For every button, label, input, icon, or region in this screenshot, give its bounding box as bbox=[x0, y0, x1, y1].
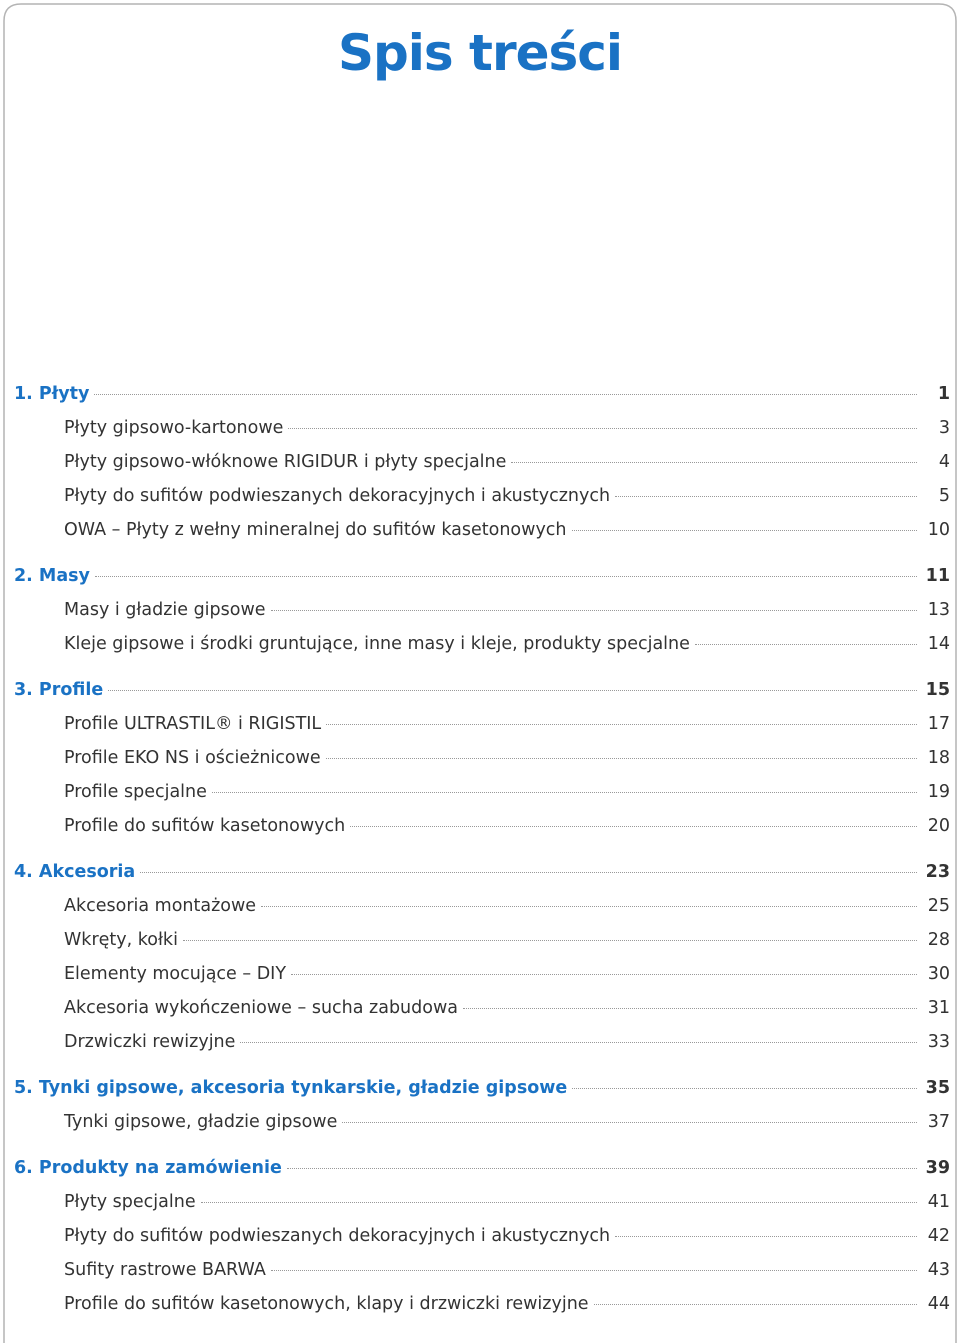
toc-section-heading[interactable] bbox=[14, 1151, 950, 1185]
dot-leader bbox=[261, 905, 917, 907]
dot-leader bbox=[326, 757, 917, 759]
toc-entry[interactable] bbox=[14, 707, 950, 741]
page-number: 41 bbox=[927, 1192, 950, 1212]
toc-section bbox=[14, 673, 950, 843]
toc-entry[interactable] bbox=[14, 445, 950, 479]
dot-leader bbox=[615, 1235, 917, 1237]
page-number: 23 bbox=[925, 862, 950, 882]
section-title: 3. Profile bbox=[14, 680, 104, 700]
toc-entry[interactable] bbox=[14, 1253, 950, 1287]
dot-leader bbox=[511, 461, 917, 463]
toc-entry[interactable] bbox=[14, 957, 950, 991]
entry-title: OWA – Płyty z wełny mineralnej do sufitów kasetonowych bbox=[64, 520, 567, 540]
dot-leader bbox=[140, 871, 917, 873]
toc-entry[interactable] bbox=[14, 741, 950, 775]
toc-section-heading[interactable] bbox=[14, 1071, 950, 1105]
entry-title: Profile ULTRASTIL® i RIGISTIL bbox=[64, 714, 322, 734]
dot-leader bbox=[326, 723, 917, 725]
toc-entry[interactable] bbox=[14, 593, 950, 627]
toc-entry[interactable] bbox=[14, 889, 950, 923]
entry-title: Masy i gładzie gipsowe bbox=[64, 600, 266, 620]
entry-title: Drzwiczki rewizyjne bbox=[64, 1032, 236, 1052]
entry-title: Akcesoria wykończeniowe – sucha zabudowa bbox=[64, 998, 458, 1018]
section-title: 5. Tynki gipsowe, akcesoria tynkarskie, gładzie gipsowe bbox=[14, 1078, 568, 1098]
entry-title: Profile do sufitów kasetonowych bbox=[64, 816, 346, 836]
entry-title: Sufity rastrowe BARWA bbox=[64, 1260, 266, 1280]
toc-entry[interactable] bbox=[14, 1105, 950, 1139]
section-title: 1. Płyty bbox=[14, 384, 90, 404]
dot-leader bbox=[350, 825, 917, 827]
entry-title: Elementy mocujące – DIY bbox=[64, 964, 287, 984]
page-number: 11 bbox=[925, 566, 950, 586]
toc-section bbox=[14, 377, 950, 547]
toc-entry[interactable] bbox=[14, 513, 950, 547]
page-number: 28 bbox=[927, 930, 950, 950]
toc-entry[interactable] bbox=[14, 1287, 950, 1321]
entry-title: Płyty do sufitów podwieszanych dekoracyjnych i akustycznych bbox=[64, 1226, 611, 1246]
dot-leader bbox=[271, 609, 917, 611]
page-number: 31 bbox=[927, 998, 950, 1018]
dot-leader bbox=[201, 1201, 917, 1203]
page-number: 10 bbox=[927, 520, 950, 540]
toc-entry[interactable] bbox=[14, 1185, 950, 1219]
toc-entry[interactable] bbox=[14, 991, 950, 1025]
toc-section bbox=[14, 855, 950, 1059]
dot-leader bbox=[287, 1167, 917, 1169]
page-number: 43 bbox=[927, 1260, 950, 1280]
toc-entry[interactable] bbox=[14, 775, 950, 809]
toc-section bbox=[14, 1071, 950, 1139]
entry-title: Profile do sufitów kasetonowych, klapy i drzwiczki rewizyjne bbox=[64, 1294, 589, 1314]
entry-title: Płyty do sufitów podwieszanych dekoracyjnych i akustycznych bbox=[64, 486, 611, 506]
toc-entry[interactable] bbox=[14, 1025, 950, 1059]
page-number: 25 bbox=[927, 896, 950, 916]
dot-leader bbox=[240, 1041, 917, 1043]
toc-section bbox=[14, 1151, 950, 1321]
dot-leader bbox=[572, 529, 917, 531]
page-number: 33 bbox=[927, 1032, 950, 1052]
dot-leader bbox=[212, 791, 917, 793]
entry-title: Tynki gipsowe, gładzie gipsowe bbox=[64, 1112, 338, 1132]
page-number: 4 bbox=[938, 452, 950, 472]
section-title: 2. Masy bbox=[14, 566, 90, 586]
dot-leader bbox=[594, 1303, 917, 1305]
dot-leader bbox=[342, 1121, 917, 1123]
page-number: 35 bbox=[925, 1078, 950, 1098]
page-number: 1 bbox=[937, 384, 950, 404]
toc-section bbox=[14, 559, 950, 661]
toc-entry[interactable] bbox=[14, 1219, 950, 1253]
table-of-contents bbox=[14, 377, 950, 1333]
dot-leader bbox=[291, 973, 917, 975]
page-number: 30 bbox=[927, 964, 950, 984]
dot-leader bbox=[615, 495, 917, 497]
page-number: 42 bbox=[927, 1226, 950, 1246]
toc-section-heading[interactable] bbox=[14, 673, 950, 707]
section-title: 4. Akcesoria bbox=[14, 862, 136, 882]
entry-title: Płyty gipsowo-kartonowe bbox=[64, 418, 284, 438]
page-number: 19 bbox=[927, 782, 950, 802]
entry-title: Płyty specjalne bbox=[64, 1192, 196, 1212]
toc-section-heading[interactable] bbox=[14, 377, 950, 411]
toc-section-heading[interactable] bbox=[14, 559, 950, 593]
toc-entry[interactable] bbox=[14, 479, 950, 513]
section-title: 6. Produkty na zamówienie bbox=[14, 1158, 282, 1178]
dot-leader bbox=[94, 393, 917, 395]
page-number: 17 bbox=[927, 714, 950, 734]
dot-leader bbox=[463, 1007, 917, 1009]
page-number: 18 bbox=[927, 748, 950, 768]
dot-leader bbox=[183, 939, 917, 941]
page-number: 13 bbox=[927, 600, 950, 620]
dot-leader bbox=[288, 427, 917, 429]
page-number: 39 bbox=[925, 1158, 950, 1178]
toc-entry[interactable] bbox=[14, 923, 950, 957]
dot-leader bbox=[95, 575, 917, 577]
entry-title: Akcesoria montażowe bbox=[64, 896, 257, 916]
page-number: 5 bbox=[938, 486, 950, 506]
page-number: 14 bbox=[927, 634, 950, 654]
toc-entry[interactable] bbox=[14, 809, 950, 843]
toc-section-heading[interactable] bbox=[14, 855, 950, 889]
page-number: 44 bbox=[927, 1294, 950, 1314]
toc-entry[interactable] bbox=[14, 627, 950, 661]
entry-title: Profile specjalne bbox=[64, 782, 207, 802]
dot-leader bbox=[271, 1269, 917, 1271]
page-number: 15 bbox=[925, 680, 950, 700]
toc-entry[interactable] bbox=[14, 411, 950, 445]
page-number: 37 bbox=[927, 1112, 950, 1132]
dot-leader bbox=[108, 689, 917, 691]
page-number: 3 bbox=[938, 418, 950, 438]
entry-title: Płyty gipsowo-włóknowe RIGIDUR i płyty specjalne bbox=[64, 452, 507, 472]
entry-title: Wkręty, kołki bbox=[64, 930, 178, 950]
entry-title: Profile EKO NS i ościeżnicowe bbox=[64, 748, 321, 768]
dot-leader bbox=[572, 1087, 917, 1089]
page-number: 20 bbox=[927, 816, 950, 836]
dot-leader bbox=[695, 643, 917, 645]
page-title: Spis treści bbox=[337, 24, 623, 82]
entry-title: Kleje gipsowe i środki gruntujące, inne masy i kleje, produkty specjalne bbox=[64, 634, 690, 654]
